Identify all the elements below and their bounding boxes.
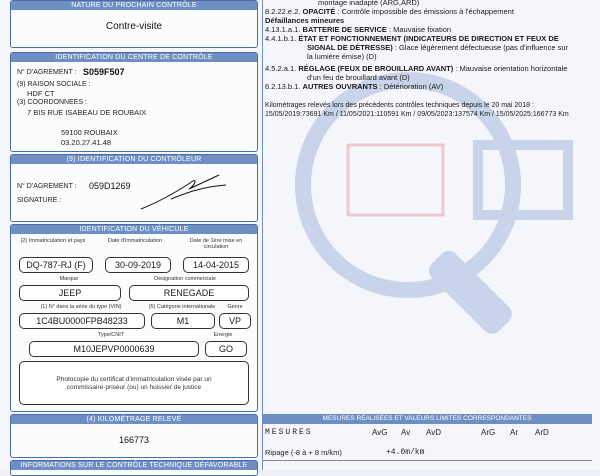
registration-note-line1: Photocopie du certificat d'immatriculation visée par un — [56, 376, 212, 383]
category-value: M1 — [151, 313, 215, 329]
genre-label: Genre — [227, 304, 243, 310]
defect-item-code: 4.4.1.b.1. — [265, 34, 297, 43]
energy-label: Energie — [213, 332, 233, 338]
type-value: M10JEPVP0000639 — [29, 341, 199, 357]
mileage-value: 166773 — [118, 435, 150, 445]
measurements-title: MESURES — [265, 428, 313, 437]
mileage-panel — [10, 414, 258, 458]
mileage-history-intro: Kilométrages relevés lors des précédents contrôles techniques depuis le 20 mai 2018 : — [265, 102, 534, 109]
watermark-logo — [288, 55, 588, 355]
mileage-history-values: 15/05/2019:73691 Km / 11/05/2021:110591 Km / 09/05/2023:137574 Km / 15/05/2025:166773 Km — [265, 111, 569, 118]
defect-item-code: 4.5.2.a.1. — [265, 64, 297, 73]
defect-item-text: d'un feu de brouillard avant (D) — [307, 73, 410, 82]
defect-opacity-code: 8.2.22.e.2. — [265, 7, 301, 16]
column-divider — [262, 0, 263, 470]
brand-value: JEEP — [19, 285, 121, 301]
ripage-label: Ripage (-8 à + 8 m/km) — [265, 448, 342, 457]
vin-value: 1C4BU0000FPB48233 — [19, 313, 145, 329]
mileage-header: (4) KILOMÉTRAGE RELEVÉ — [11, 415, 257, 424]
controller-signature-image — [131, 171, 231, 213]
model-value: RENEGADE — [129, 285, 249, 301]
ripage-value: +4.0m/km — [386, 448, 425, 457]
vehicle-panel — [10, 224, 258, 412]
defect-item — [307, 52, 377, 61]
controller-panel — [10, 154, 258, 222]
defect-item — [265, 64, 567, 73]
measure-col-av: Av — [401, 428, 411, 437]
measurements-header: MESURES RÉALISÉES ET VALEURS LIMITES CORRESPONDANTES — [262, 414, 592, 424]
brand-label: Marque — [59, 276, 79, 282]
center-address-line2: 59100 ROUBAIX — [61, 128, 118, 137]
left-column — [4, 0, 262, 470]
controller-agreement-value: 059D1269 — [89, 181, 131, 191]
energy-value: GO — [205, 341, 247, 357]
registration-note-line2: commissaire-priseur (ou) un huissier de justice — [66, 384, 202, 391]
controller-header: (9) IDENTIFICATION DU CONTRÔLEUR — [11, 155, 257, 164]
defect-item-title: SIGNAL DE DÉTRESSE) — [307, 43, 393, 52]
model-label: Désignation commerciale — [154, 276, 216, 282]
unfavorable-header: INFORMATIONS SUR LE CONTRÔLE TECHNIQUE DÉFAVORABLE — [11, 461, 257, 470]
defect-item-title: ÉTAT ET FONCTIONNEMENT (INDICATEURS DE DIRECTION ET FEUX DE — [298, 34, 559, 43]
defect-opacity-title: OPACITÉ — [302, 7, 336, 16]
controller-signature-label: SIGNATURE : — [17, 197, 62, 204]
defect-item-text: : Glace légèrement défectueuse (pas d'influence sur — [392, 43, 569, 52]
unfavorable-panel — [10, 460, 258, 476]
center-header: IDENTIFICATION DU CENTRE DE CONTRÔLE — [11, 53, 257, 62]
controller-agreement-label: N° D'AGREMENT : — [17, 183, 77, 190]
defect-item-title: AUTRES OUVRANTS — [302, 82, 378, 91]
first-circulation-label: Date de 1ère mise en circulation — [189, 238, 243, 250]
registration-date-label: Date d'immatriculation — [107, 238, 163, 244]
next-inspection-value: Contre-visite — [105, 21, 163, 32]
defect-line0: montage inadapté (ARG,ARD) — [318, 0, 420, 7]
defect-item-text: : Mauvaise orientation horizontale — [453, 64, 568, 73]
center-address-line1: 7 BIS RUE ISABEAU DE ROUBAIX — [27, 108, 147, 117]
next-inspection-header: NATURE DU PROCHAIN CONTRÔLE — [11, 1, 257, 10]
measure-col-avg: AvG — [372, 428, 388, 437]
center-agreement-label: N° D'AGREMENT : — [17, 69, 77, 76]
measurements-divider — [262, 460, 592, 461]
defect-item — [265, 34, 559, 43]
defect-item-code: 4.13.1.a.1. — [265, 25, 301, 34]
minor-defects-title: Défaillances mineures — [265, 16, 345, 25]
registration-note-box — [19, 361, 249, 405]
defect-item — [265, 25, 451, 34]
registration-value: DQ-787-RJ (F) — [19, 257, 93, 273]
next-inspection-panel — [10, 0, 258, 48]
center-address-label: (3) COORDONNEES : — [17, 99, 88, 106]
defect-item — [307, 73, 410, 82]
genre-value: VP — [219, 313, 251, 329]
defect-item-text: : Mauvaise fixation — [386, 25, 452, 34]
category-label: (5) Catégorie internationale — [148, 304, 216, 310]
defect-opacity — [265, 7, 514, 16]
defect-item — [265, 82, 443, 91]
measure-col-ard: ArD — [535, 428, 549, 437]
defect-item-title: BATTERIE DE SERVICE — [302, 25, 387, 34]
vin-label: (1) N° dans la série du type (VIN) — [40, 304, 122, 310]
defect-item — [307, 43, 568, 52]
defect-item-text: la lumière émise) (D) — [307, 52, 377, 61]
first-circulation-value: 14-04-2015 — [183, 257, 249, 273]
defect-item-code: 6.2.13.b.1. — [265, 82, 301, 91]
type-label: Type/CNIT — [97, 332, 125, 338]
center-phone: 03.20.27.41.48 — [61, 138, 112, 147]
center-panel — [10, 52, 258, 152]
vehicle-header: IDENTIFICATION DU VÉHICULE — [11, 225, 257, 234]
measure-col-avd: AvD — [426, 428, 441, 437]
defect-opacity-text: : Contrôle impossible des émissions à l'échappement — [335, 7, 514, 16]
defect-item-text: : Détérioration (AV) — [377, 82, 444, 91]
center-name-value: HDF CT — [27, 89, 55, 98]
measure-col-ar: Ar — [510, 428, 518, 437]
defect-item-title: RÉGLAGE (FEUX DE BROUILLARD AVANT) — [298, 64, 454, 73]
registration-date-value: 30-09-2019 — [105, 257, 171, 273]
center-name-label: (9) RAISON SOCIALE : — [17, 81, 91, 88]
measure-col-arg: ArG — [481, 428, 496, 437]
registration-label: (2) Immatriculation et pays — [20, 238, 86, 244]
center-agreement-value: S059F507 — [83, 67, 125, 77]
